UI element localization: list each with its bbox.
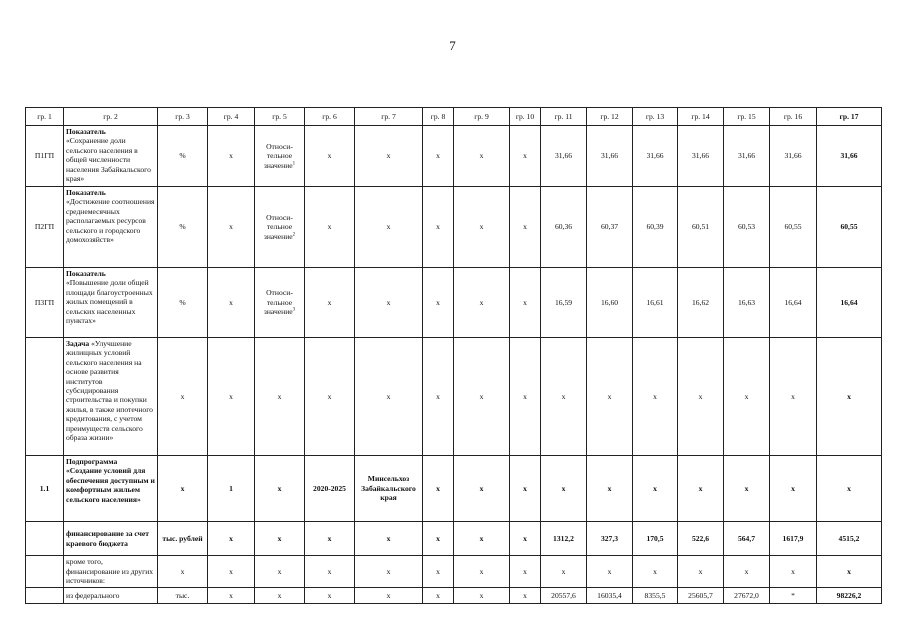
row-name [64, 338, 158, 456]
row-desc: «Достижение соотношения среднемесячных располагаемых ресурсов сельского и городского домохозяйств» [66, 197, 155, 245]
footnote-mark: 3 [292, 307, 296, 313]
cell [255, 126, 305, 187]
cell: x [158, 456, 208, 522]
cell: x [423, 187, 454, 268]
cell: 20557,6 [541, 588, 587, 604]
cell: x [454, 588, 510, 604]
row-title: Показатель [66, 269, 106, 278]
cell: x [423, 456, 454, 522]
cell: % [158, 126, 208, 187]
footnote-mark: 1 [292, 161, 296, 167]
cell: x [208, 556, 255, 588]
cell: 31,66 [587, 126, 633, 187]
header-cell: гр. 9 [454, 108, 510, 126]
cell-text: Относи-тельное значение [263, 212, 293, 241]
header-cell: гр. 7 [355, 108, 423, 126]
cell: % [158, 268, 208, 338]
cell: 60,37 [587, 187, 633, 268]
cell: x [355, 187, 423, 268]
cell: x [587, 556, 633, 588]
cell: x [255, 522, 305, 556]
cell: x [255, 456, 305, 522]
cell: x [678, 456, 724, 522]
cell: x [454, 556, 510, 588]
cell: x [423, 588, 454, 604]
header-cell: гр. 16 [770, 108, 817, 126]
cell: 8355,5 [633, 588, 678, 604]
cell: x [770, 556, 817, 588]
cell: x [587, 456, 633, 522]
cell: 60,55 [817, 187, 882, 268]
cell: x [510, 126, 541, 187]
header-cell: гр. 12 [587, 108, 633, 126]
header-row [26, 108, 882, 126]
cell: x [510, 588, 541, 604]
cell: x [355, 556, 423, 588]
cell: x [770, 338, 817, 456]
header-cell: гр. 6 [305, 108, 355, 126]
cell: x [541, 556, 587, 588]
header-cell: гр. 14 [678, 108, 724, 126]
cell: x [678, 338, 724, 456]
program-table [25, 107, 882, 604]
cell: 60,55 [770, 187, 817, 268]
table-row [26, 126, 882, 187]
cell: 31,66 [678, 126, 724, 187]
table-row [26, 456, 882, 522]
table-row [26, 187, 882, 268]
table-row [26, 338, 882, 456]
cell: x [423, 126, 454, 187]
row-code: П3ГП [26, 268, 64, 338]
cell: x [305, 522, 355, 556]
cell: 16,63 [724, 268, 770, 338]
cell: x [817, 338, 882, 456]
cell: x [305, 126, 355, 187]
row-name [64, 268, 158, 338]
header-cell: гр. 4 [208, 108, 255, 126]
table-row [26, 522, 882, 556]
cell: x [510, 556, 541, 588]
cell: x [724, 456, 770, 522]
table-row [26, 588, 882, 604]
cell: 16,64 [770, 268, 817, 338]
cell: x [510, 522, 541, 556]
row-name [64, 187, 158, 268]
header-cell: гр. 10 [510, 108, 541, 126]
cell: 16,59 [541, 268, 587, 338]
row-desc: из федерального [64, 588, 158, 604]
cell: 16,64 [817, 268, 882, 338]
cell: x [208, 187, 255, 268]
cell: 16035,4 [587, 588, 633, 604]
cell: 327,3 [587, 522, 633, 556]
cell: тыс. рублей [158, 522, 208, 556]
cell: 1 [208, 456, 255, 522]
cell: x [355, 588, 423, 604]
cell: x [724, 556, 770, 588]
cell: x [817, 556, 882, 588]
row-title: Задача [66, 339, 90, 348]
cell: 60,39 [633, 187, 678, 268]
cell: x [454, 456, 510, 522]
cell: x [454, 338, 510, 456]
cell: x [510, 338, 541, 456]
cell: 1617,9 [770, 522, 817, 556]
cell: 98226,2 [817, 588, 882, 604]
cell: x [158, 338, 208, 456]
cell: 16,61 [633, 268, 678, 338]
cell: 60,53 [724, 187, 770, 268]
header-cell: гр. 5 [255, 108, 305, 126]
cell: x [541, 456, 587, 522]
cell: 31,66 [770, 126, 817, 187]
header-cell: гр. 8 [423, 108, 454, 126]
table-row [26, 268, 882, 338]
row-code [26, 588, 64, 604]
cell: 60,36 [541, 187, 587, 268]
cell: x [305, 338, 355, 456]
cell: x [633, 556, 678, 588]
cell: x [454, 126, 510, 187]
cell: 31,66 [724, 126, 770, 187]
cell: x [208, 338, 255, 456]
cell: тыс. [158, 588, 208, 604]
cell: 16,60 [587, 268, 633, 338]
row-code: П2ГП [26, 187, 64, 268]
cell: 1312,2 [541, 522, 587, 556]
cell: 522,6 [678, 522, 724, 556]
cell: 170,5 [633, 522, 678, 556]
cell-text: Относи-тельное значение [263, 288, 293, 317]
cell: 60,51 [678, 187, 724, 268]
row-code [26, 556, 64, 588]
cell: 564,7 [724, 522, 770, 556]
row-code [26, 522, 64, 556]
cell: x [770, 456, 817, 522]
row-code: 1.1 [26, 456, 64, 522]
header-cell: гр. 1 [26, 108, 64, 126]
cell: x [454, 187, 510, 268]
footnote-mark: 2 [292, 232, 296, 238]
cell: % [158, 187, 208, 268]
cell: x [305, 556, 355, 588]
cell: x [510, 187, 541, 268]
cell: x [208, 268, 255, 338]
cell: x [355, 522, 423, 556]
cell: x [633, 338, 678, 456]
cell: Минсельхоз Забайкальского края [355, 456, 423, 522]
cell: x [423, 338, 454, 456]
cell: x [541, 338, 587, 456]
cell: x [355, 338, 423, 456]
cell: 27672,0 [724, 588, 770, 604]
cell: x [255, 556, 305, 588]
cell: x [255, 588, 305, 604]
cell: x [255, 338, 305, 456]
cell: x [423, 268, 454, 338]
cell: x [423, 556, 454, 588]
row-title: Показатель [66, 127, 106, 136]
header-cell: гр. 2 [64, 108, 158, 126]
cell: x [724, 338, 770, 456]
row-code [26, 338, 64, 456]
header-cell: гр. 3 [158, 108, 208, 126]
cell: x [633, 456, 678, 522]
cell: 25605,7 [678, 588, 724, 604]
cell: 4515,2 [817, 522, 882, 556]
cell: x [208, 588, 255, 604]
cell: 2020-2025 [305, 456, 355, 522]
cell: x [587, 338, 633, 456]
cell: x [305, 268, 355, 338]
row-desc: «Улучшение жилищных условий сельского населения на основе развития институтов субсидирования строительства и покупки жилья, в также ипотечного кредитования, с учетом преимуществ сельского образа жизни» [66, 339, 153, 443]
cell: 31,66 [541, 126, 587, 187]
cell: x [158, 556, 208, 588]
cell: x [208, 126, 255, 187]
row-name [64, 456, 158, 522]
cell: x [355, 126, 423, 187]
cell: 31,66 [633, 126, 678, 187]
cell: x [454, 268, 510, 338]
row-desc: «Повышение доли общей площади благоустроенных жилых помещений в сельских населенных пунктах» [66, 278, 153, 326]
row-desc: финансирование за счет краевого бюджета [64, 522, 158, 556]
row-desc: «Создание условий для обеспечения доступным и комфортным жильем сельского населения» [66, 466, 155, 504]
row-title: Подпрограмма [66, 457, 118, 466]
header-cell: гр. 13 [633, 108, 678, 126]
page-number: 7 [449, 38, 456, 53]
header-cell: гр. 15 [724, 108, 770, 126]
cell: x [305, 588, 355, 604]
cell: x [454, 522, 510, 556]
cell-text: Относи-тельное значение [263, 141, 293, 170]
row-name [64, 126, 158, 187]
cell: x [510, 456, 541, 522]
table-row [26, 556, 882, 588]
cell: x [510, 268, 541, 338]
cell: x [817, 456, 882, 522]
cell: * [770, 588, 817, 604]
row-desc: кроме того, финансирование из других источников: [64, 556, 158, 588]
row-code: П1ГП [26, 126, 64, 187]
cell: x [208, 522, 255, 556]
cell: x [305, 187, 355, 268]
row-desc: «Сохранение доли сельского населения в общей численности населения Забайкальского края» [66, 136, 151, 184]
cell [255, 268, 305, 338]
header-cell: гр. 17 [817, 108, 882, 126]
cell: x [678, 556, 724, 588]
cell [255, 187, 305, 268]
cell: x [423, 522, 454, 556]
header-cell: гр. 11 [541, 108, 587, 126]
cell: 16,62 [678, 268, 724, 338]
cell: 31,66 [817, 126, 882, 187]
cell: x [355, 268, 423, 338]
row-title: Показатель [66, 188, 106, 197]
